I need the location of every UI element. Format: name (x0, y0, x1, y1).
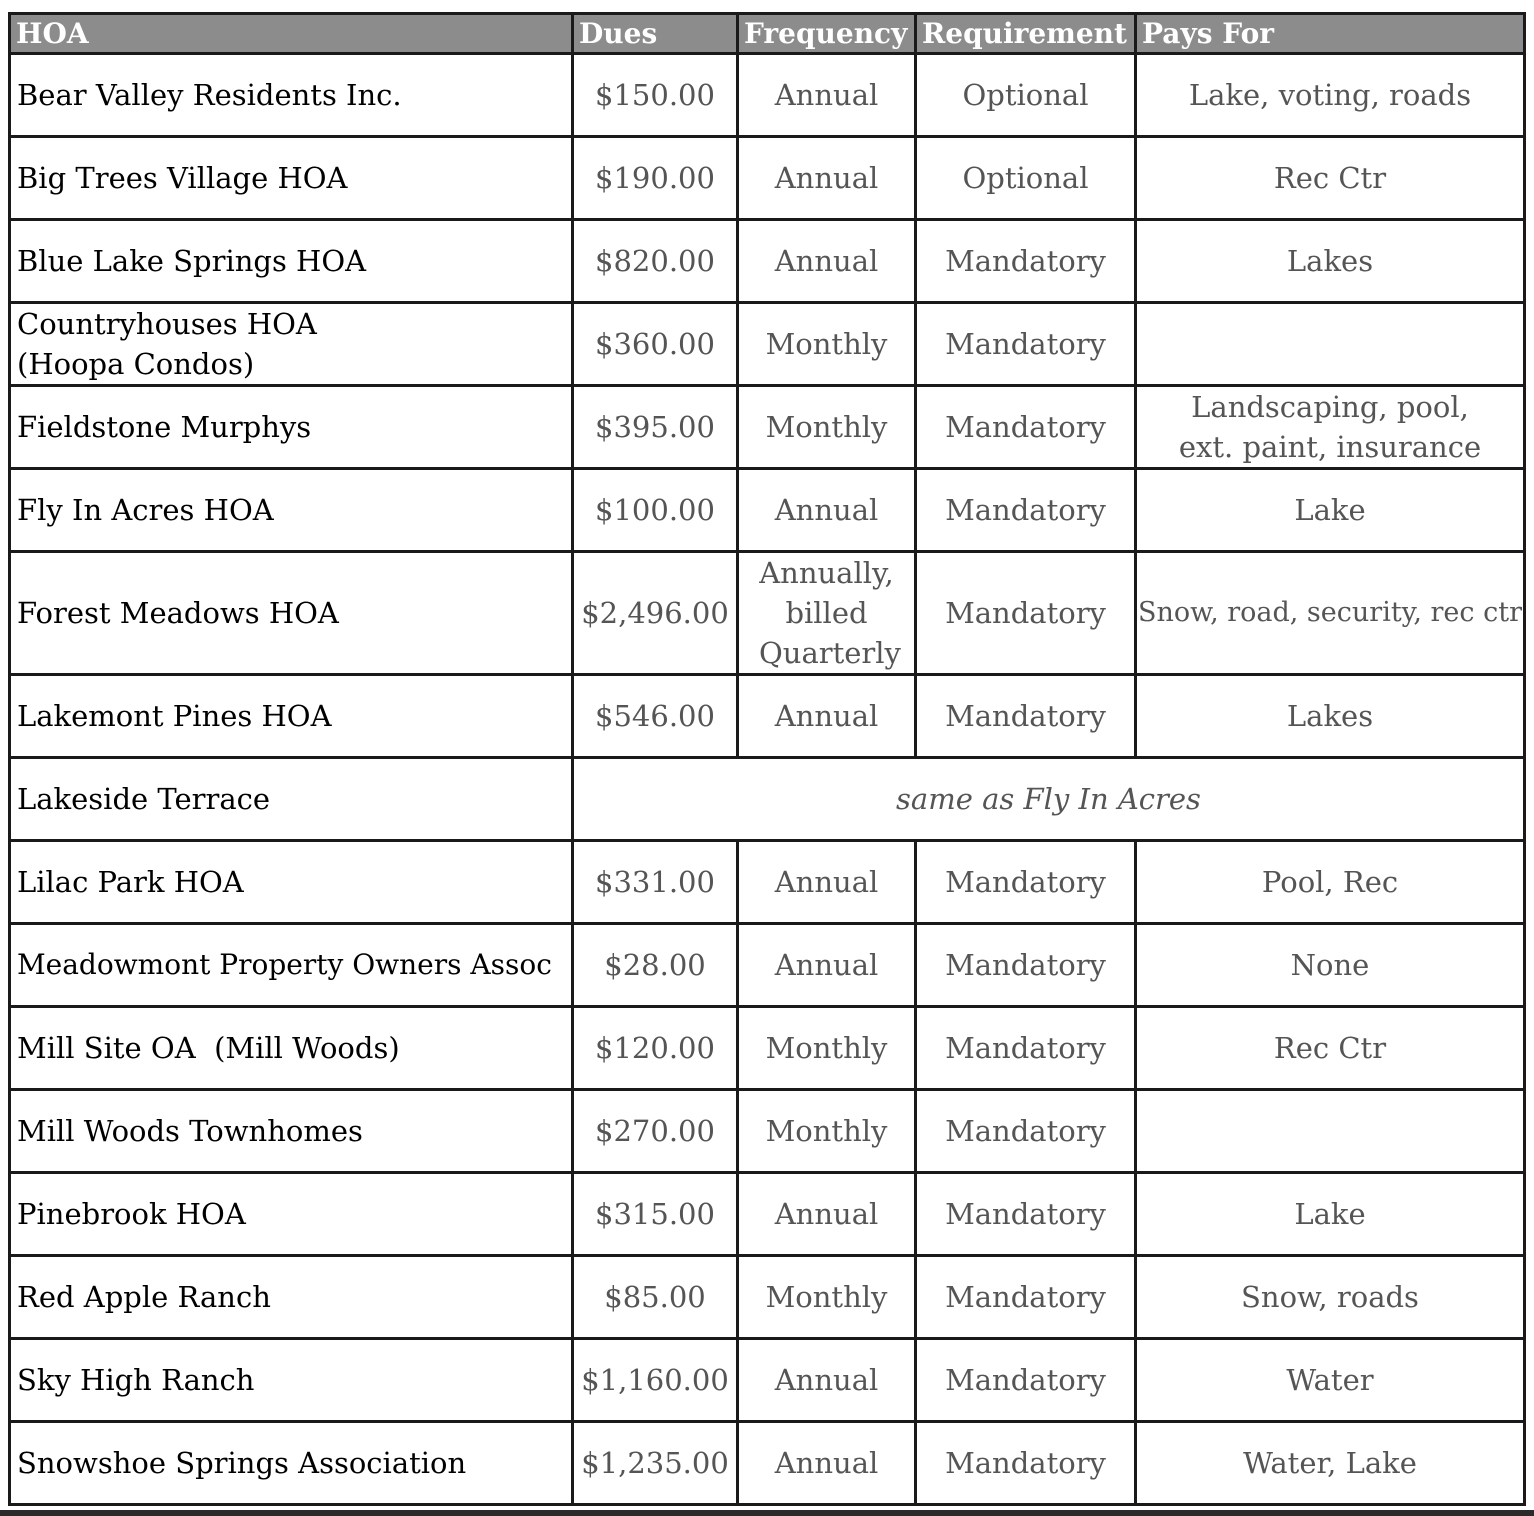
dues-cell: $190.00 (573, 137, 738, 220)
dues-cell: $395.00 (573, 386, 738, 469)
hoa-name-cell: Meadowmont Property Owners Assoc (10, 924, 573, 1007)
table-row (10, 758, 1525, 841)
table-row (10, 552, 1525, 675)
hoa-dues-table (8, 12, 1526, 1506)
hoa-name-cell: Forest Meadows HOA (10, 552, 573, 675)
frequency-cell: Annual (738, 54, 916, 137)
frequency-cell: Annual (738, 1173, 916, 1256)
frequency-cell: Monthly (738, 386, 916, 469)
table-row (10, 1422, 1525, 1505)
dues-cell: $120.00 (573, 1007, 738, 1090)
frequency-cell: Annually, billed Quarterly (738, 552, 916, 675)
pays-for-cell: Pool, Rec (1136, 841, 1525, 924)
frequency-cell: Monthly (738, 303, 916, 386)
hoa-name-cell: Mill Woods Townhomes (10, 1090, 573, 1173)
hoa-name-cell: Sky High Ranch (10, 1339, 573, 1422)
table-row (10, 841, 1525, 924)
dues-cell: $546.00 (573, 675, 738, 758)
pays-for-cell (1136, 1090, 1525, 1173)
dues-cell: $360.00 (573, 303, 738, 386)
dues-cell: $85.00 (573, 1256, 738, 1339)
dues-cell: $150.00 (573, 54, 738, 137)
frequency-cell: Annual (738, 137, 916, 220)
hoa-name-cell: Mill Site OA (Mill Woods) (10, 1007, 573, 1090)
pays-for-cell: Lakes (1136, 220, 1525, 303)
requirement-cell: Mandatory (916, 1422, 1136, 1505)
hoa-name-cell: Red Apple Ranch (10, 1256, 573, 1339)
requirement-cell: Mandatory (916, 1339, 1136, 1422)
header-hoa: HOA (10, 14, 573, 54)
pays-for-cell: Lakes (1136, 675, 1525, 758)
requirement-cell: Mandatory (916, 469, 1136, 552)
header-pays-for: Pays For (1136, 14, 1525, 54)
frequency-cell: Annual (738, 924, 916, 1007)
table-row (10, 1256, 1525, 1339)
dues-cell: $100.00 (573, 469, 738, 552)
dues-cell: $2,496.00 (573, 552, 738, 675)
hoa-name-cell: Big Trees Village HOA (10, 137, 573, 220)
dues-cell: $315.00 (573, 1173, 738, 1256)
table-row (10, 469, 1525, 552)
hoa-name-cell: Countryhouses HOA (Hoopa Condos) (10, 303, 573, 386)
requirement-cell: Mandatory (916, 675, 1136, 758)
dues-cell: $270.00 (573, 1090, 738, 1173)
pays-for-cell: Lake, voting, roads (1136, 54, 1525, 137)
pays-for-cell: None (1136, 924, 1525, 1007)
pays-for-cell: Snow, road, security, rec ctr (1136, 552, 1525, 675)
table-row (10, 386, 1525, 469)
requirement-cell: Mandatory (916, 1173, 1136, 1256)
dues-cell: $1,235.00 (573, 1422, 738, 1505)
frequency-cell: Annual (738, 220, 916, 303)
frequency-cell: Monthly (738, 1090, 916, 1173)
table-row (10, 303, 1525, 386)
requirement-cell: Mandatory (916, 841, 1136, 924)
requirement-cell: Mandatory (916, 924, 1136, 1007)
hoa-name-cell: Bear Valley Residents Inc. (10, 54, 573, 137)
hoa-name-cell: Lakeside Terrace (10, 758, 573, 841)
table-row (10, 54, 1525, 137)
table-row (10, 1339, 1525, 1422)
dues-cell: $1,160.00 (573, 1339, 738, 1422)
pays-for-cell: Water (1136, 1339, 1525, 1422)
pays-for-cell: Landscaping, pool, ext. paint, insurance (1136, 386, 1525, 469)
requirement-cell: Mandatory (916, 303, 1136, 386)
table-row (10, 137, 1525, 220)
requirement-cell: Mandatory (916, 1090, 1136, 1173)
frequency-cell: Monthly (738, 1007, 916, 1090)
frequency-cell: Annual (738, 1422, 916, 1505)
frequency-cell: Monthly (738, 1256, 916, 1339)
table-row (10, 675, 1525, 758)
dues-cell: $820.00 (573, 220, 738, 303)
header-requirement: Requirement (916, 14, 1136, 54)
hoa-name-cell: Pinebrook HOA (10, 1173, 573, 1256)
header-dues: Dues (573, 14, 738, 54)
requirement-cell: Mandatory (916, 1256, 1136, 1339)
hoa-name-cell: Fieldstone Murphys (10, 386, 573, 469)
pays-for-cell: Lake (1136, 1173, 1525, 1256)
hoa-name-cell: Lilac Park HOA (10, 841, 573, 924)
header-frequency: Frequency (738, 14, 916, 54)
pays-for-cell: Rec Ctr (1136, 1007, 1525, 1090)
frequency-cell: Annual (738, 469, 916, 552)
hoa-name-cell: Lakemont Pines HOA (10, 675, 573, 758)
frequency-cell: Annual (738, 841, 916, 924)
pays-for-cell (1136, 303, 1525, 386)
bottom-rule (0, 1510, 1534, 1516)
header-row (10, 14, 1525, 54)
table-row (10, 924, 1525, 1007)
requirement-cell: Optional (916, 54, 1136, 137)
table-row (10, 1007, 1525, 1090)
hoa-name-cell: Snowshoe Springs Association (10, 1422, 573, 1505)
requirement-cell: Mandatory (916, 220, 1136, 303)
pays-for-cell: Snow, roads (1136, 1256, 1525, 1339)
merged-note-cell: same as Fly In Acres (573, 758, 1525, 841)
requirement-cell: Mandatory (916, 552, 1136, 675)
frequency-cell: Annual (738, 1339, 916, 1422)
table-row (10, 220, 1525, 303)
hoa-name-cell: Blue Lake Springs HOA (10, 220, 573, 303)
pays-for-cell: Lake (1136, 469, 1525, 552)
table-row (10, 1173, 1525, 1256)
pays-for-cell: Water, Lake (1136, 1422, 1525, 1505)
hoa-name-cell: Fly In Acres HOA (10, 469, 573, 552)
pays-for-cell: Rec Ctr (1136, 137, 1525, 220)
requirement-cell: Mandatory (916, 386, 1136, 469)
dues-cell: $28.00 (573, 924, 738, 1007)
requirement-cell: Optional (916, 137, 1136, 220)
dues-cell: $331.00 (573, 841, 738, 924)
table-row (10, 1090, 1525, 1173)
frequency-cell: Annual (738, 675, 916, 758)
requirement-cell: Mandatory (916, 1007, 1136, 1090)
